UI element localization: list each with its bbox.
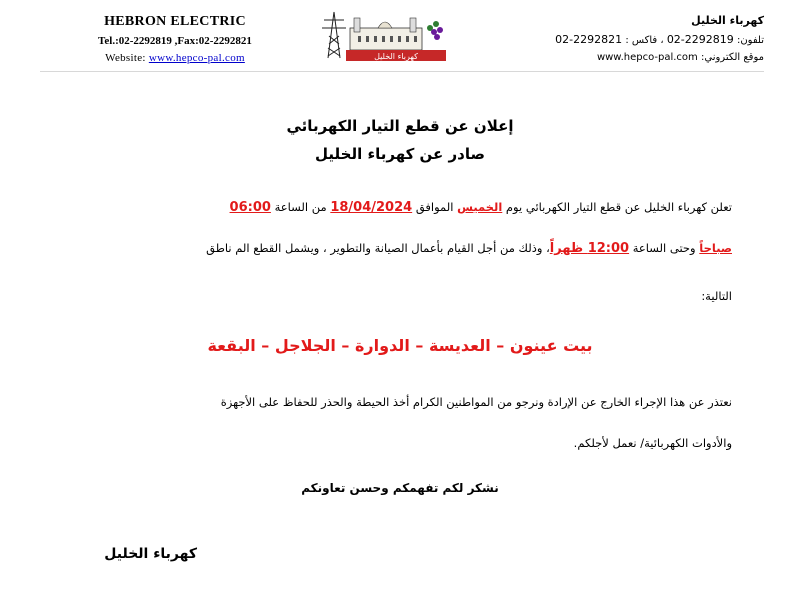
- letterhead: [0, 0, 800, 70]
- apology-line-1: نعتذر عن هذا الإجراء الخارج عن الإرادة ونرجو من المواطنين الكرام أخذ الحيطة والحذر للحفاظ على الأجهزة: [220, 395, 732, 409]
- contact-phone-fax-en: Tel.:02-2292819 ,Fax:02-2292821: [98, 35, 252, 47]
- apology-line-2: والأدوات الكهربائية/ نعمل لأجلكم.: [573, 436, 732, 450]
- contact-phone-fax-ar: [504, 33, 764, 46]
- letterhead-english: [70, 14, 280, 64]
- phone-number-ar: 02-2292819: [666, 33, 734, 46]
- company-name-en: HEBRON ELECTRIC: [104, 14, 246, 29]
- p1-text-a: تعلن كهرباء الخليل عن قطع التيار الكهربائي يوم: [502, 200, 732, 214]
- letterhead-arabic: [504, 14, 764, 63]
- p1-text-d: وحتى الساعة: [629, 241, 700, 255]
- website-link[interactable]: www.hepco-pal.com: [148, 52, 245, 64]
- p1-text-e: ، وذلك من أجل القيام بأعمال الصيانة والتطوير ، ويشمل القطع الم ناطق: [206, 241, 550, 255]
- company-logo: [318, 10, 458, 62]
- notice-paragraph-line-3: التالية:: [701, 289, 732, 303]
- start-time-suffix: صباحاً: [699, 241, 732, 255]
- website-line-ar: [504, 52, 764, 63]
- outage-day: الخميس: [457, 200, 503, 214]
- fax-number-ar: 02-2292821: [555, 33, 623, 46]
- thanks-line: نشكر لكم تفهمكم وحسن تعاونكم: [301, 481, 499, 495]
- p1-text-c: من الساعة: [270, 200, 331, 214]
- signature: كهرباء الخليل: [104, 546, 197, 562]
- grapes-icon: [427, 21, 443, 40]
- website-link-ar[interactable]: www.hepco-pal.com: [596, 52, 698, 63]
- site-label-ar: موقع الكتروني:: [700, 52, 764, 63]
- logo-text: كهرباء الخليل: [374, 52, 418, 61]
- pylon-icon: [322, 12, 346, 58]
- website-label: Website:: [105, 52, 146, 64]
- notice-subtitle: صادر عن كهرباء الخليل: [315, 145, 485, 163]
- company-name-ar: كهرباء الخليل: [691, 14, 764, 27]
- building-icon: [350, 18, 422, 50]
- start-time: 06:00: [229, 200, 271, 215]
- header-divider: [40, 71, 764, 72]
- phone-label-ar: تلفون:: [736, 35, 764, 46]
- outage-date: 18/04/2024: [330, 200, 413, 215]
- affected-areas: بيت عينون – العديسة – الدوارة – الجلاجل – البقعة: [207, 336, 593, 355]
- notice-title: إعلان عن قطع التيار الكهربائي: [286, 117, 514, 135]
- fax-label-ar: ، فاكس :: [625, 35, 664, 46]
- p1-text-b: الموافق: [412, 200, 458, 214]
- notice-paragraph-line-1: [70, 200, 732, 215]
- end-time: 12:00 ظهراً: [549, 241, 630, 256]
- website-line-en: [70, 52, 280, 64]
- notice-paragraph-line-2: [70, 241, 732, 256]
